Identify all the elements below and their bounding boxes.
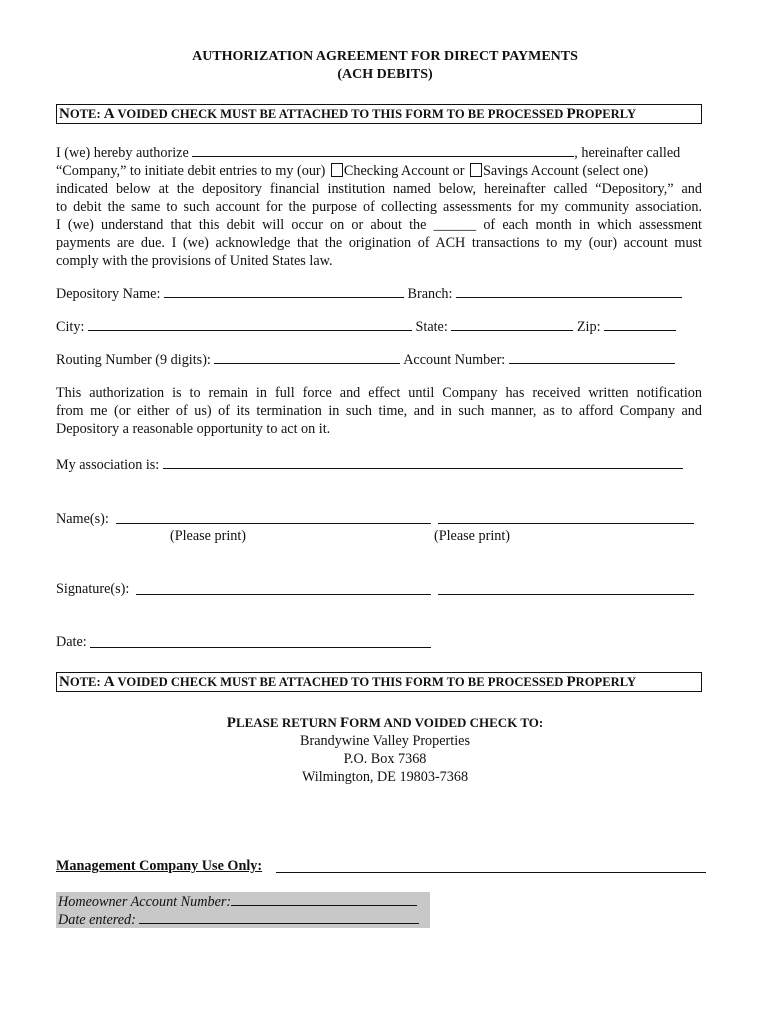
routing-number-field[interactable]	[214, 350, 400, 364]
authorization-line-5: I (we) understand that this debit will occur on or about the ______ of each month in which assessment	[56, 217, 702, 233]
branch-label: Branch:	[407, 286, 453, 302]
signatures-row	[56, 580, 129, 598]
date-entered-row	[58, 910, 419, 929]
homeowner-account-label: Homeowner Account Number:	[58, 894, 232, 910]
association-field[interactable]	[163, 455, 683, 469]
account-number-field[interactable]	[509, 350, 675, 364]
savings-account-checkbox[interactable]	[470, 163, 482, 177]
names-row	[56, 510, 109, 528]
signatures-label: Signature(s):	[56, 581, 130, 597]
state-label: State:	[415, 319, 448, 335]
name-field-2[interactable]	[438, 523, 694, 524]
homeowner-account-row	[58, 892, 417, 911]
date-entered-field[interactable]	[139, 910, 419, 924]
termination-paragraph: This authorization is to remain in full force and effect until Company has received written notification from me (or either of us) of its termination in such time, and in such manner, as to afford Company and Depository a reasonable opportunity to act on it.	[56, 385, 702, 437]
routing-row	[56, 350, 675, 369]
date-label: Date:	[56, 634, 87, 650]
voided-check-note-bottom: NOTE: A VOIDED CHECK MUST BE ATTACHED TO THIS FORM TO BE PROCESSED PROPERLY	[56, 672, 702, 692]
authorization-paragraph	[56, 143, 702, 270]
depository-name-field[interactable]	[164, 284, 404, 298]
authorize-line: I (we) hereby authorize , hereinafter called	[56, 145, 681, 161]
authorization-line-6: payments are due. I (we) acknowledge that the origination of ACH transactions to my (our) account must	[56, 235, 702, 251]
city-field[interactable]	[88, 317, 412, 331]
date-field[interactable]	[90, 647, 431, 648]
form-title: AUTHORIZATION AGREEMENT FOR DIRECT PAYMENTS	[192, 49, 578, 64]
authorization-line-3: indicated below at the depository financial institution named below, hereinafter called “Depository,” and	[56, 181, 702, 197]
authorization-line-4: to debit the same to such account for the purpose of collecting assessments for my community association.	[56, 199, 702, 215]
depository-row	[56, 284, 682, 303]
account-number-label: Account Number:	[403, 352, 506, 368]
homeowner-account-field[interactable]	[231, 892, 417, 906]
name-field-1[interactable]	[116, 523, 431, 524]
state-field[interactable]	[451, 317, 573, 331]
signature-field-2[interactable]	[438, 594, 694, 595]
names-label: Name(s):	[56, 511, 109, 527]
checking-account-checkbox[interactable]	[331, 163, 343, 177]
routing-number-label: Routing Number (9 digits):	[56, 352, 211, 368]
return-city-state-zip: Wilmington, DE 19803-7368	[301, 769, 469, 785]
please-print-label-1: (Please print)	[170, 528, 247, 544]
company-name-field[interactable]	[192, 143, 574, 157]
branch-field[interactable]	[456, 284, 682, 298]
management-use-heading: Management Company Use Only:	[56, 858, 263, 874]
zip-label: Zip:	[576, 319, 601, 335]
return-po-box: P.O. Box 7368	[343, 751, 427, 767]
association-row	[56, 455, 683, 474]
return-company: Brandywine Valley Properties	[300, 733, 470, 749]
depository-name-label: Depository Name:	[56, 286, 161, 302]
account-type-line: “Company,” to initiate debit entries to my (our) Checking Account or Savings Account (select one)	[56, 163, 649, 179]
debit-day-field[interactable]: ______	[433, 217, 477, 233]
management-underline	[276, 872, 706, 873]
form-subtitle: (ACH DEBITS)	[337, 67, 433, 82]
city-label: City:	[56, 319, 85, 335]
return-instructions-heading: PLEASE RETURN FORM AND VOIDED CHECK TO:	[226, 715, 544, 731]
association-label: My association is:	[56, 457, 160, 473]
zip-field[interactable]	[604, 317, 676, 331]
date-entered-label: Date entered:	[58, 912, 136, 928]
city-row	[56, 317, 676, 336]
date-row	[56, 633, 87, 651]
signature-field-1[interactable]	[136, 594, 431, 595]
please-print-label-2: (Please print)	[434, 528, 511, 544]
voided-check-note-top: NOTE: A VOIDED CHECK MUST BE ATTACHED TO THIS FORM TO BE PROCESSED PROPERLY	[56, 104, 702, 124]
authorization-line-7: comply with the provisions of United States law.	[56, 253, 333, 269]
